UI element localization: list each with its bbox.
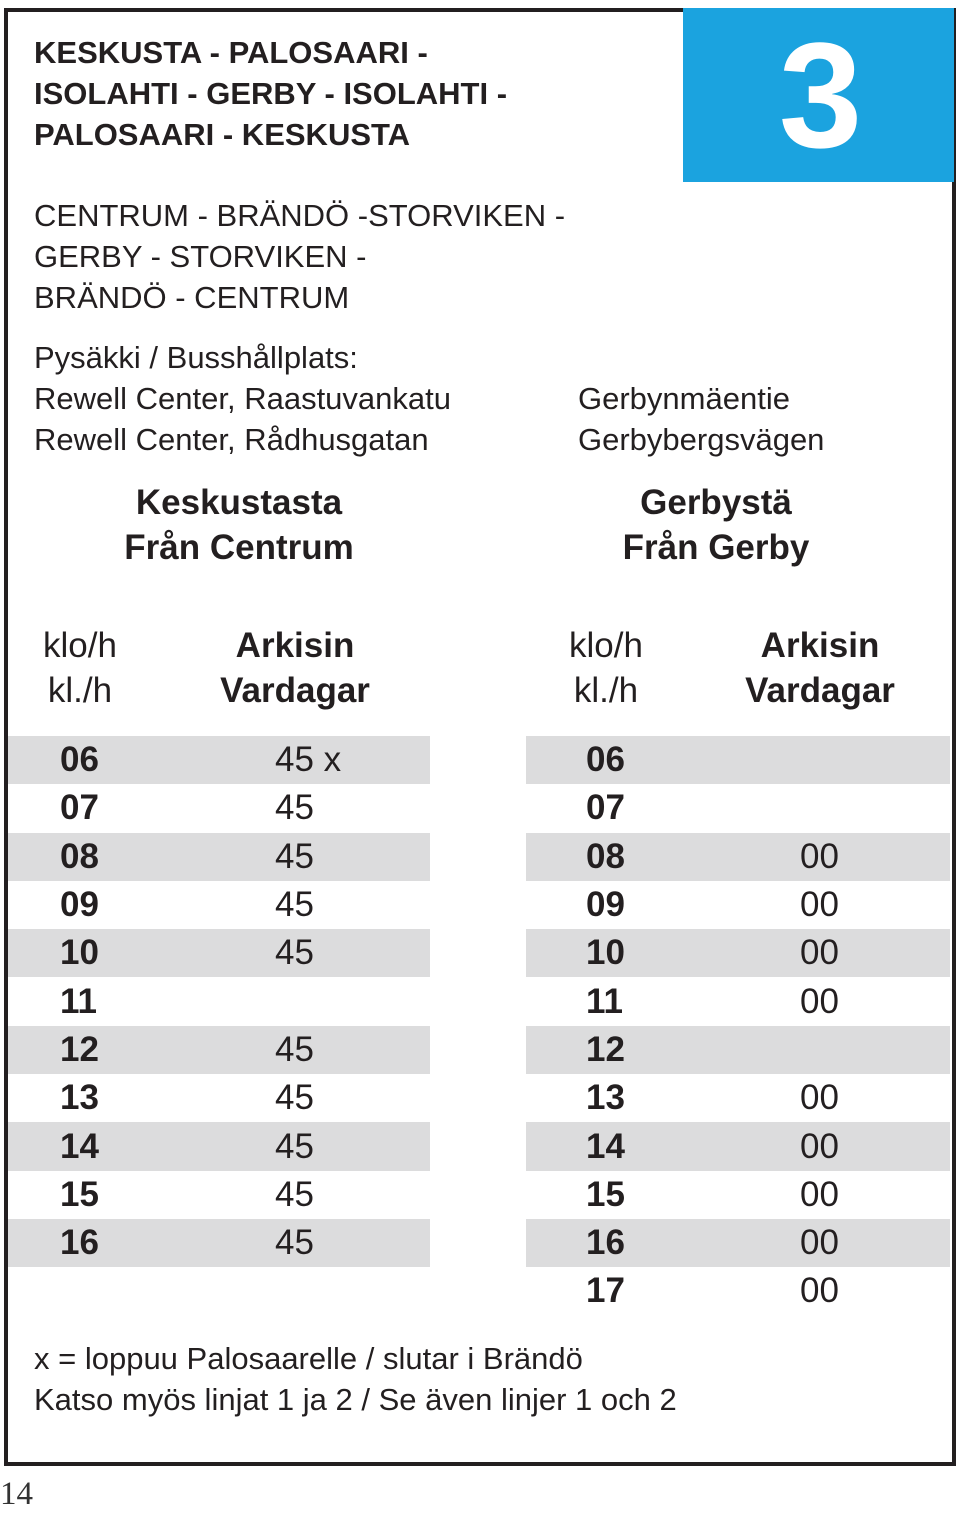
left-hour-header — [30, 623, 130, 713]
hour-cell: 15 — [586, 1174, 625, 1214]
left-day-header-fi: Arkisin — [235, 626, 355, 665]
table-row — [8, 929, 430, 977]
hour-cell: 16 — [60, 1223, 99, 1263]
timetable-left — [8, 736, 430, 1267]
hour-cell: 09 — [60, 885, 99, 925]
table-row — [8, 977, 430, 1025]
hour-cell: 11 — [586, 981, 623, 1021]
right-hour-header-sv: kl./h — [573, 671, 639, 710]
hour-cell: 13 — [60, 1078, 99, 1118]
minute-cell: 00 — [800, 1126, 839, 1166]
route-title-fi — [34, 32, 507, 155]
hour-cell: 12 — [60, 1029, 99, 1069]
table-row — [526, 1219, 950, 1267]
footnote-x: x = loppuu Palosaarelle / slutar i Brändö — [34, 1341, 583, 1376]
left-day-header-sv: Vardagar — [220, 671, 370, 710]
minute-cell: 00 — [800, 933, 839, 973]
minute-cell: 45 — [275, 1029, 314, 1069]
minute-cell: 00 — [800, 885, 839, 925]
table-row — [8, 784, 430, 832]
table-row — [8, 881, 430, 929]
minute-cell: 00 — [800, 1271, 839, 1311]
table-row — [8, 736, 430, 784]
hour-cell: 07 — [586, 788, 625, 828]
left-hour-header-sv: kl./h — [47, 671, 113, 710]
minute-cell: 00 — [800, 1223, 839, 1263]
hour-cell: 06 — [60, 740, 99, 780]
minute-cell: 45 — [275, 1223, 314, 1263]
minute-cell: 45 — [275, 933, 314, 973]
hour-cell: 10 — [586, 933, 625, 973]
hour-cell: 14 — [60, 1126, 99, 1166]
route-title-fi-line-2: ISOLAHTI - GERBY - ISOLAHTI - — [34, 76, 508, 111]
table-row — [526, 1074, 950, 1122]
route-number-badge — [683, 8, 954, 182]
hour-cell: 16 — [586, 1223, 625, 1263]
stops-right — [578, 378, 824, 460]
hour-cell: 07 — [60, 788, 99, 828]
table-row — [8, 1026, 430, 1074]
direction-right-sv: Från Gerby — [622, 528, 810, 567]
route-title-sv — [34, 195, 565, 318]
minute-cell: 45 — [275, 1078, 314, 1118]
right-hour-header — [556, 623, 656, 713]
minute-cell: 45 — [275, 885, 314, 925]
table-row — [526, 1171, 950, 1219]
route-number: 3 — [778, 11, 859, 179]
table-row — [526, 977, 950, 1025]
minute-cell: 45 — [275, 1174, 314, 1214]
table-row — [526, 1122, 950, 1170]
table-row — [8, 1219, 430, 1267]
hour-cell: 06 — [586, 740, 625, 780]
hour-cell: 14 — [586, 1126, 625, 1166]
hour-cell: 08 — [586, 836, 625, 876]
minute-cell: 45 — [275, 1126, 314, 1166]
right-day-header-fi: Arkisin — [760, 626, 880, 665]
table-row — [526, 736, 950, 784]
direction-left-fi: Keskustasta — [135, 483, 343, 522]
table-row — [8, 833, 430, 881]
page-number: 14 — [0, 1476, 33, 1512]
footnotes — [34, 1338, 677, 1420]
left-hour-header-fi: klo/h — [43, 626, 117, 665]
table-row — [526, 784, 950, 832]
route-title-sv-line-3: BRÄNDÖ - CENTRUM — [34, 280, 350, 315]
minute-cell: 45 — [275, 836, 314, 876]
hour-cell: 10 — [60, 933, 99, 973]
hour-cell: 17 — [586, 1271, 625, 1311]
direction-right-fi: Gerbystä — [640, 483, 792, 522]
direction-left — [80, 480, 398, 570]
route-title-fi-line-1: KESKUSTA - PALOSAARI - — [34, 35, 428, 70]
minute-cell: 00 — [800, 1174, 839, 1214]
route-title-sv-line-1: CENTRUM - BRÄNDÖ -STORVIKEN - — [34, 198, 566, 233]
hour-cell: 15 — [60, 1174, 99, 1214]
stop-left-fi: Rewell Center, Raastuvankatu — [34, 381, 452, 416]
stops-left — [34, 337, 451, 460]
table-row — [526, 929, 950, 977]
footnote-see-also: Katso myös linjat 1 ja 2 / Se även linjer 1 och 2 — [34, 1382, 677, 1417]
stop-label: Pysäkki / Busshållplats: — [34, 340, 358, 375]
hour-cell: 09 — [586, 885, 625, 925]
route-title-sv-line-2: GERBY - STORVIKEN - — [34, 239, 367, 274]
table-row — [8, 1074, 430, 1122]
direction-left-sv: Från Centrum — [124, 528, 354, 567]
minute-cell: 45 — [275, 788, 314, 828]
minute-cell: 00 — [800, 1078, 839, 1118]
table-row — [526, 1026, 950, 1074]
minute-cell: 45 x — [275, 740, 342, 780]
stop-left-sv: Rewell Center, Rådhusgatan — [34, 422, 429, 457]
minute-cell: 00 — [800, 836, 839, 876]
right-day-header-sv: Vardagar — [745, 671, 895, 710]
minute-cell: 00 — [800, 981, 839, 1021]
hour-cell: 13 — [586, 1078, 625, 1118]
left-day-header — [195, 623, 395, 713]
stop-right-sv: Gerbybergsvägen — [578, 422, 825, 457]
stop-right-fi: Gerbynmäentie — [578, 381, 790, 416]
hour-cell: 11 — [60, 981, 97, 1021]
timetable-right — [526, 736, 950, 1316]
right-day-header — [720, 623, 920, 713]
right-hour-header-fi: klo/h — [569, 626, 643, 665]
table-row — [526, 833, 950, 881]
table-row — [526, 1267, 950, 1315]
table-row — [8, 1122, 430, 1170]
hour-cell: 12 — [586, 1029, 625, 1069]
table-row — [8, 1171, 430, 1219]
route-title-fi-line-3: PALOSAARI - KESKUSTA — [34, 117, 411, 152]
direction-right — [556, 480, 876, 570]
hour-cell: 08 — [60, 836, 99, 876]
table-row — [526, 881, 950, 929]
